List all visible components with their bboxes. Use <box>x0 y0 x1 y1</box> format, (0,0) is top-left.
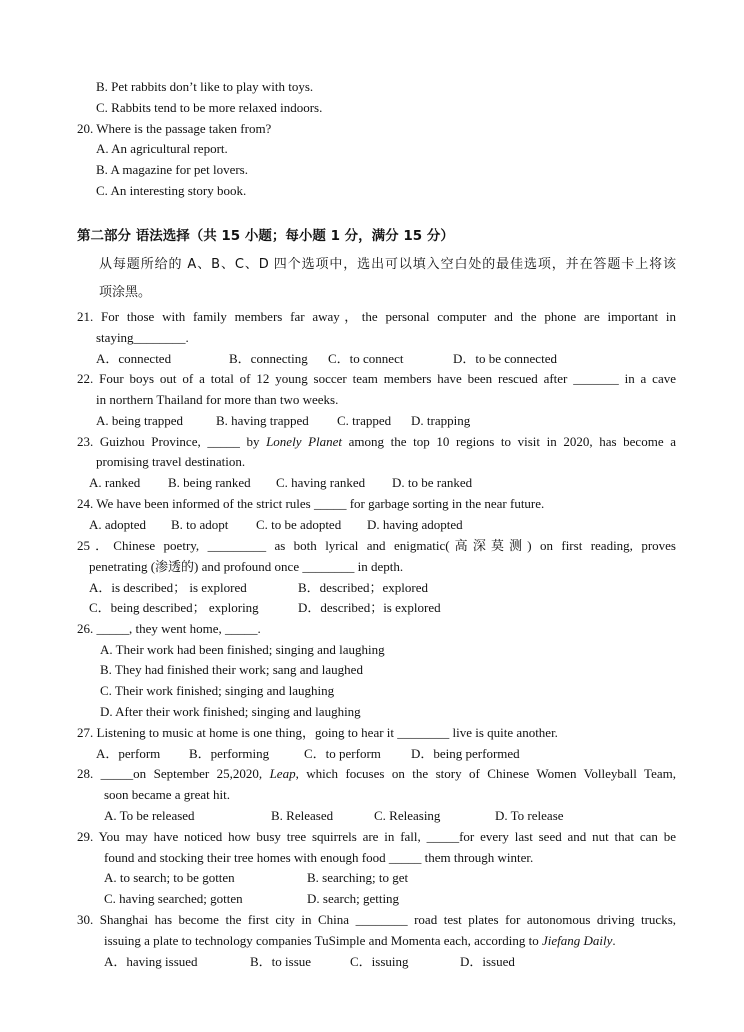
q24-option-a[interactable]: A. adopted <box>89 517 147 532</box>
q20-option-a: A. An agricultural report. <box>96 141 228 156</box>
q30-stem-pre: issuing a plate to technology companies TuSimple and Momenta each, according to <box>104 933 542 948</box>
q27-option-a[interactable]: A．perform <box>96 746 161 761</box>
q28-stem-line2: soon became a great hit. <box>104 787 230 802</box>
q28-option-b[interactable]: B. Released <box>271 808 334 823</box>
q28-stem-line1 <box>77 764 676 784</box>
q25-option-a[interactable]: A．is described； is explored <box>89 580 247 595</box>
q27-option-d[interactable]: D．being performed <box>411 746 520 761</box>
q25-stem-line2: penetrating (渗透的) and profound once ________ in depth. <box>89 559 404 574</box>
q25-option-c[interactable]: C．being described； exploring <box>89 600 259 615</box>
q23-option-c[interactable]: C. having ranked <box>276 475 366 490</box>
q28-stem-post: , which focuses on the story of Chinese Women Volleyball Team, <box>295 766 676 781</box>
q23-stem-italic: Lonely Planet <box>266 434 343 449</box>
q23-option-d[interactable]: D. to be ranked <box>392 475 473 490</box>
q30-option-b[interactable]: B．to issue <box>250 954 312 969</box>
q25-stem-line1: 25．Chinese poetry, _________ as both lyrical and enigmatic(高深莫测) on first reading, proves <box>77 538 676 553</box>
q21-stem-line1: 21. For those with family members far away，the personal computer and the phone are important in <box>77 309 676 324</box>
q30-stem-line2 <box>104 931 616 951</box>
q21-option-a[interactable]: A．connected <box>96 351 172 366</box>
q30-stem-italic: Jiefang Daily <box>541 933 613 948</box>
q22-stem-line1: 22. Four boys out of a total of 12 young soccer team members have been rescued after _______ in a cave <box>77 371 676 386</box>
q28-stem-italic: Leap <box>269 766 296 781</box>
q28-option-c[interactable]: C. Releasing <box>374 808 441 823</box>
q23-option-b[interactable]: B. being ranked <box>168 475 251 490</box>
q29-option-c[interactable]: C. having searched; gotten <box>104 891 243 906</box>
q19-option-c: C. Rabbits tend to be more relaxed indoors. <box>96 100 323 115</box>
q30-option-c[interactable]: C．issuing <box>350 954 409 969</box>
q21-option-c[interactable]: C．to connect <box>328 351 404 366</box>
q29-stem-line2: found and stocking their tree homes with enough food _____ them through winter. <box>104 850 534 865</box>
q28-option-d[interactable]: D. To release <box>495 808 564 823</box>
q25-option-b[interactable]: B．described；explored <box>298 580 428 595</box>
q21-option-b[interactable]: B．connecting <box>229 351 308 366</box>
q26-stem-line1: 26. _____, they went home, _____. <box>77 621 261 636</box>
q20-stem: 20. Where is the passage taken from? <box>77 121 272 136</box>
q26-option-c[interactable]: C. Their work finished; singing and laughing <box>100 683 335 698</box>
section-instruction-line1: 从每题所给的 A、B、C、D 四个选项中，选出可以填入空白处的最佳选项，并在答题卡上将该 <box>99 257 676 272</box>
section-title: 第二部分 语法选择（共 15 小题；每小题 1 分，满分 15 分） <box>77 228 454 244</box>
q22-option-c[interactable]: C. trapped <box>337 413 392 428</box>
q30-stem-line1: 30. Shanghai has become the first city in China ________ road test plates for autonomous driving trucks, <box>77 912 676 927</box>
q21-stem-line2: staying________. <box>96 330 189 345</box>
q27-option-b[interactable]: B．performing <box>189 746 270 761</box>
q29-option-b[interactable]: B. searching; to get <box>307 870 409 885</box>
q28-option-a[interactable]: A. To be released <box>104 808 195 823</box>
q28-stem-pre: 28. _____on September 25,2020, <box>77 766 270 781</box>
q30-option-a[interactable]: A．having issued <box>104 954 198 969</box>
q20-option-b: B. A magazine for pet lovers. <box>96 162 248 177</box>
q23-option-a[interactable]: A. ranked <box>89 475 141 490</box>
q22-option-a[interactable]: A. being trapped <box>96 413 184 428</box>
q20-option-c: C. An interesting story book. <box>96 183 247 198</box>
q30-option-d[interactable]: D．issued <box>460 954 515 969</box>
q24-option-c[interactable]: C. to be adopted <box>256 517 342 532</box>
q30-stem-post: . <box>612 933 616 948</box>
q26-option-d[interactable]: D. After their work finished; singing and laughing <box>100 704 361 719</box>
q23-stem-line2: promising travel destination. <box>96 454 246 469</box>
q22-option-b[interactable]: B. having trapped <box>216 413 309 428</box>
q29-option-d[interactable]: D. search; getting <box>307 891 400 906</box>
q29-option-a[interactable]: A. to search; to be gotten <box>104 870 235 885</box>
q21-option-d[interactable]: D．to be connected <box>453 351 557 366</box>
q27-stem-line1: 27. Listening to music at home is one thing，going to hear it ________ live is quite another. <box>77 725 558 740</box>
q25-option-d[interactable]: D．described；is explored <box>298 600 441 615</box>
q27-option-c[interactable]: C．to perform <box>304 746 381 761</box>
q26-option-a[interactable]: A. Their work had been finished; singing and laughing <box>100 642 385 657</box>
q24-option-d[interactable]: D. having adopted <box>367 517 463 532</box>
q24-stem-line1: 24. We have been informed of the strict rules _____ for garbage sorting in the near future. <box>77 496 545 511</box>
q23-stem-post: among the top 10 regions to visit in 2020, has become a <box>342 434 676 449</box>
q29-stem-line1: 29. You may have noticed how busy tree squirrels are in fall, _____for every last seed and nut that can be <box>77 829 676 844</box>
q23-stem-pre: 23. Guizhou Province, _____ by <box>77 434 267 449</box>
section-instruction-line2: 项涂黑。 <box>99 285 152 300</box>
q22-option-d[interactable]: D. trapping <box>411 413 471 428</box>
q26-option-b[interactable]: B. They had finished their work; sang and laughed <box>100 662 363 677</box>
q22-stem-line2: in northern Thailand for more than two weeks. <box>96 392 339 407</box>
q19-option-b: B. Pet rabbits don’t like to play with toys. <box>96 79 314 94</box>
q24-option-b[interactable]: B. to adopt <box>171 517 229 532</box>
q23-stem-line1 <box>77 432 676 452</box>
